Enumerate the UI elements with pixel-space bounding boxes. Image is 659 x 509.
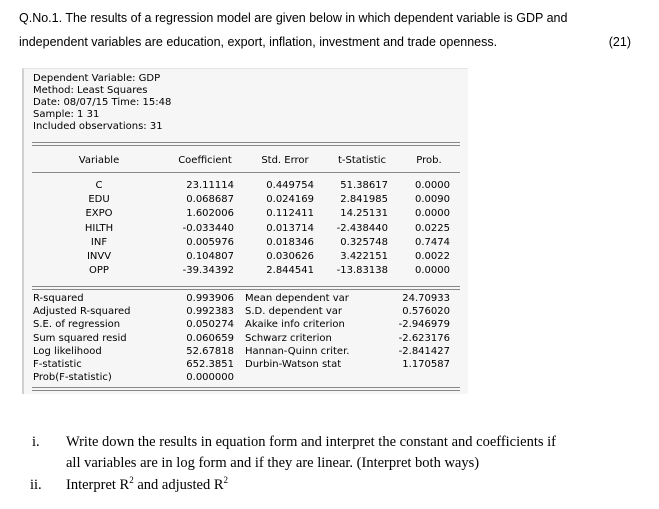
cell-variable: EDU xyxy=(88,194,110,206)
stat-left-label: Prob(F-statistic) xyxy=(33,372,112,384)
cell-variable: OPP xyxy=(89,265,109,277)
cell-prob: 0.0225 xyxy=(415,222,450,234)
col-header-t-statistic: t-Statistic xyxy=(337,155,387,166)
col-header-coefficient: Coefficient xyxy=(178,155,232,166)
output-header xyxy=(33,73,171,133)
cell-t-statistic: -13.83138 xyxy=(336,265,388,277)
stat-right-label: S.D. dependent var xyxy=(245,306,343,318)
cell-std-error: 2.844541 xyxy=(266,265,314,277)
question-line-1: Q.No.1. The results of a regression model are given below in which dependent variable is GDP and xyxy=(19,11,568,25)
table-divider xyxy=(32,286,460,290)
question-marks: (21) xyxy=(608,35,631,49)
cell-std-error: 0.449754 xyxy=(266,180,314,191)
stat-right-label: Durbin-Watson stat xyxy=(245,359,342,370)
stat-left-label: F-statistic xyxy=(33,359,82,370)
stat-right-value: 24.70933 xyxy=(402,293,450,304)
header-dependent-variable: Dependent Variable: GDP xyxy=(33,73,161,84)
stat-left-value: 0.000000 xyxy=(186,372,234,384)
task-i-line-2: all variables are in log form and if they are linear. (Interpret both ways) xyxy=(66,455,480,471)
cell-prob: 0.7474 xyxy=(415,236,450,248)
task-ii-sup-1: 2 xyxy=(129,475,134,486)
stat-right-value: -2.623176 xyxy=(398,332,450,344)
cell-t-statistic: 2.841985 xyxy=(340,194,388,206)
header-sample: Sample: 1 31 xyxy=(33,109,100,120)
cell-variable: INVV xyxy=(86,251,112,262)
stat-right-value: 0.576020 xyxy=(402,306,450,318)
col-header-prob: Prob. xyxy=(416,155,442,166)
cell-std-error: 0.024169 xyxy=(266,194,314,206)
stat-left-value: 0.993906 xyxy=(186,293,234,304)
stat-left-value: 0.060659 xyxy=(186,332,234,344)
cell-prob: 0.0000 xyxy=(415,208,450,220)
columns-divider xyxy=(32,172,460,173)
stat-right-label: Mean dependent var xyxy=(245,293,349,304)
cell-coefficient: 1.602006 xyxy=(186,208,234,220)
task-ii-pre: Interpret R xyxy=(66,477,130,493)
header-observations: Included observations: 31 xyxy=(33,121,163,132)
cell-variable: INF xyxy=(90,236,108,248)
cell-coefficient: 0.104807 xyxy=(186,251,234,262)
stat-left-label: S.E. of regression xyxy=(33,319,121,331)
cell-prob: 0.0022 xyxy=(415,251,450,262)
task-i-line-1: Write down the results in equation form and interpret the constant and coefficients if xyxy=(66,434,556,450)
cell-coefficient: 0.068687 xyxy=(186,194,234,206)
cell-t-statistic: -2.438440 xyxy=(336,222,388,234)
stat-right-value: -2.946979 xyxy=(398,319,450,331)
stat-left-value: 652.3851 xyxy=(186,359,234,370)
stat-left-value: 52.67818 xyxy=(186,345,234,357)
question-line-2: independent variables are education, export, inflation, investment and trade openness. xyxy=(19,35,498,49)
col-header-std-error: Std. Error xyxy=(261,155,309,166)
task-i-number: i. xyxy=(32,434,40,450)
cell-std-error: 0.112411 xyxy=(266,208,314,220)
cell-coefficient: -0.033440 xyxy=(182,222,234,234)
stat-left-label: Sum squared resid xyxy=(33,332,127,344)
cell-variable: C xyxy=(95,180,103,191)
task-ii-number: ii. xyxy=(30,477,42,493)
stat-left-label: Log likelihood xyxy=(33,345,102,357)
cell-coefficient: 23.11114 xyxy=(186,180,234,191)
cell-prob: 0.0000 xyxy=(415,265,450,277)
cell-prob: 0.0090 xyxy=(415,194,450,206)
stat-right-label: Akaike info criterion xyxy=(245,319,345,331)
cell-std-error: 0.030626 xyxy=(266,251,314,262)
cell-variable: EXPO xyxy=(85,208,113,220)
stat-right-label: Hannan-Quinn criter. xyxy=(245,345,350,357)
task-ii-text xyxy=(66,475,228,496)
header-divider xyxy=(32,142,460,146)
stat-right-label: Schwarz criterion xyxy=(245,332,332,344)
cell-t-statistic: 3.422151 xyxy=(340,251,388,262)
cell-std-error: 0.013714 xyxy=(266,222,314,234)
stat-left-value: 0.050274 xyxy=(186,319,234,331)
cell-t-statistic: 14.25131 xyxy=(340,208,388,220)
task-ii-sup-2: 2 xyxy=(223,475,229,486)
cell-prob: 0.0000 xyxy=(415,180,450,191)
stat-left-label: R-squared xyxy=(33,293,84,304)
cell-coefficient: 0.005976 xyxy=(186,236,234,248)
header-date-time: Date: 08/07/15 Time: 15:48 xyxy=(33,97,172,108)
stat-right-value: -2.841427 xyxy=(398,345,450,357)
col-header-variable: Variable xyxy=(78,155,120,166)
header-method: Method: Least Squares xyxy=(33,85,148,96)
cell-coefficient: -39.34392 xyxy=(182,265,234,277)
task-ii-mid: and adjusted R xyxy=(133,477,224,493)
cell-t-statistic: 51.38617 xyxy=(340,180,388,191)
stat-left-value: 0.992383 xyxy=(186,306,234,318)
stat-right-value: 1.170587 xyxy=(402,359,450,370)
stat-left-label: Adjusted R-squared xyxy=(33,306,131,318)
cell-variable: HILTH xyxy=(84,222,114,234)
cell-std-error: 0.018346 xyxy=(266,236,314,248)
footer-divider xyxy=(32,387,460,391)
regression-output xyxy=(22,68,468,394)
cell-t-statistic: 0.325748 xyxy=(340,236,388,248)
